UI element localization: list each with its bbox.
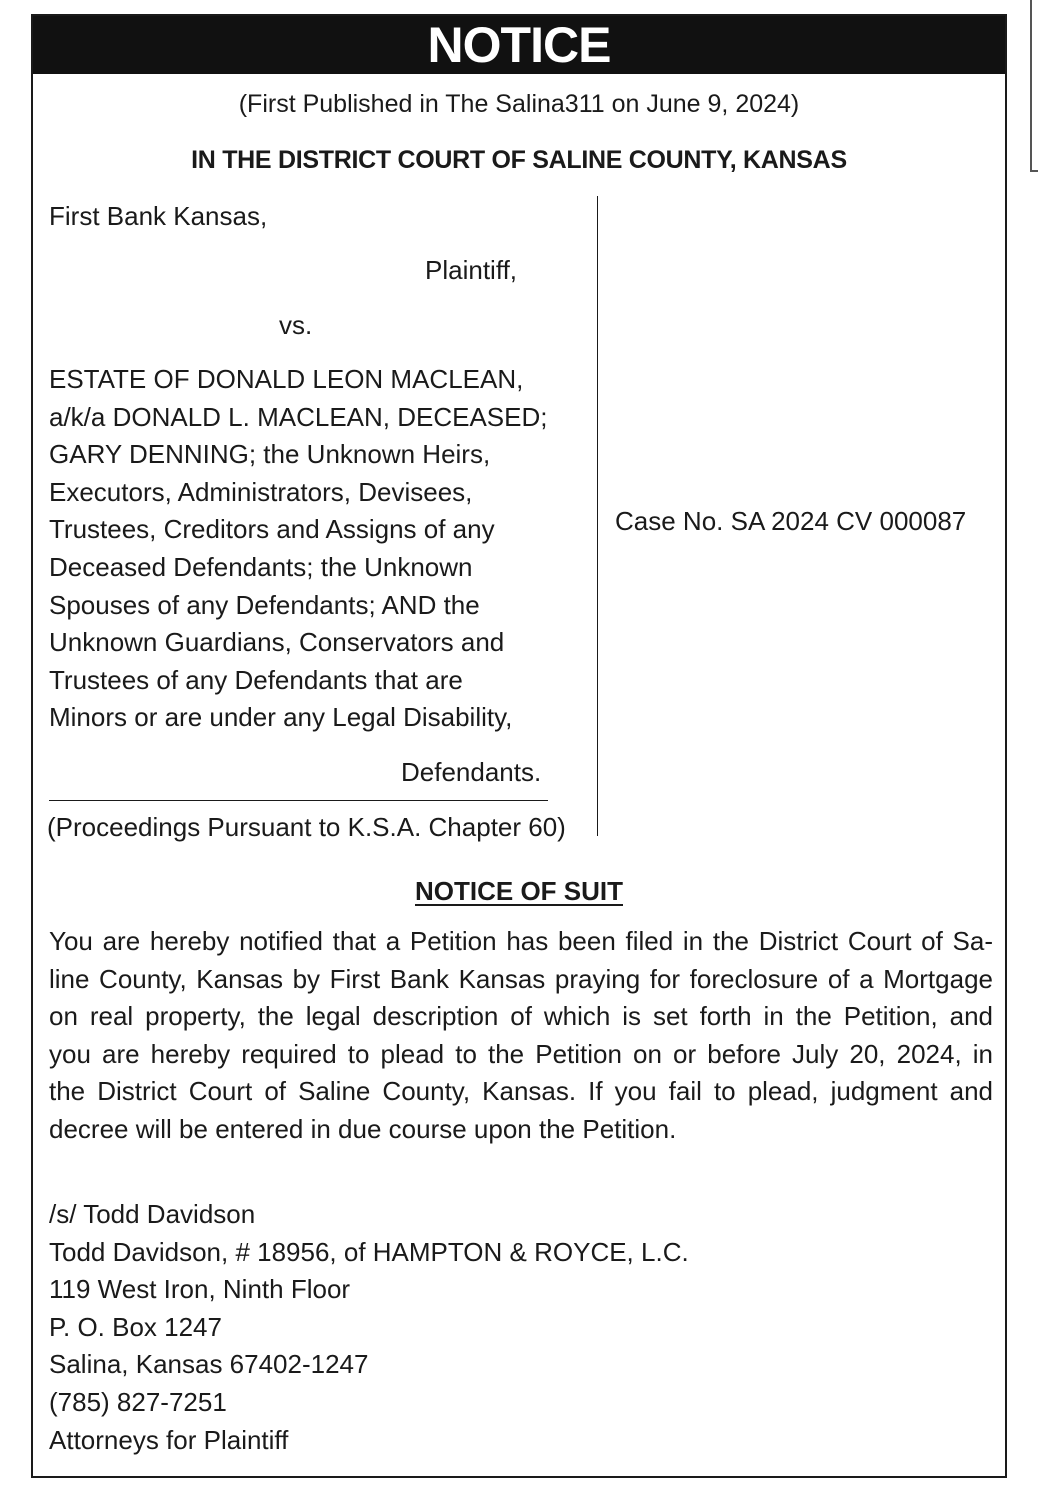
defendant-line: Deceased Defendants; the Unknown	[49, 551, 473, 582]
defendants-list	[49, 361, 569, 737]
defendant-line: ESTATE OF DONALD LEON MACLEAN,	[49, 364, 524, 394]
proceedings-note: (Proceedings Pursuant to K.S.A. Chapter 60)	[47, 812, 566, 842]
body-line: on real property, the legal description of which is set forth in the Petition, and	[49, 1001, 993, 1032]
legal-notice	[31, 14, 1007, 1478]
body-line: the District Court of Saline County, Kansas. If you fail to plead, judgment and	[49, 1076, 993, 1107]
caption-divider-rule	[49, 800, 548, 801]
defendant-line: Spouses of any Defendants; AND the	[49, 589, 480, 620]
notice-of-suit-body	[49, 923, 993, 1149]
notice-of-suit-heading-text: NOTICE OF SUIT	[415, 876, 623, 906]
notice-of-suit-heading	[33, 873, 1005, 909]
adjacent-column-border	[1030, 0, 1038, 172]
plaintiff-name: First Bank Kansas,	[49, 201, 268, 231]
city-line: Salina, Kansas 67402-1247	[49, 1349, 369, 1380]
defendant-line: Trustees of any Defendants that are	[49, 664, 463, 695]
court-heading: IN THE DISTRICT COURT OF SALINE COUNTY, KANSAS	[191, 146, 847, 174]
versus-label: vs.	[279, 310, 313, 340]
defendant-line: Executors, Administrators, Devisees,	[49, 476, 473, 507]
defendant-line: Minors or are under any Legal Disability,	[49, 702, 513, 733]
body-line: line County, Kansas by First Bank Kansas praying for foreclosure of a Mortgage	[49, 963, 993, 994]
attorneys-for-line: Attorneys for Plaintiff	[49, 1424, 289, 1455]
po-box-line: P. O. Box 1247	[49, 1311, 222, 1342]
signature-line: /s/ Todd Davidson	[49, 1199, 256, 1229]
defendant-line: Unknown Guardians, Conservators and	[49, 627, 505, 658]
defendant-line: a/k/a DONALD L. MACLEAN, DECEASED;	[49, 401, 548, 432]
phone-line: (785) 827-7251	[49, 1386, 227, 1417]
caption-vertical-divider	[597, 196, 598, 836]
first-published-line: (First Published in The Salina311 on June 9, 2024)	[238, 90, 800, 118]
address-line: 119 West Iron, Ninth Floor	[49, 1274, 351, 1305]
body-line: you are hereby required to plead to the Petition on or before July 20, 2024, in	[49, 1038, 993, 1069]
defendant-line: GARY DENNING; the Unknown Heirs,	[49, 439, 491, 470]
notice-title: NOTICE	[33, 16, 1005, 74]
body-line: You are hereby notified that a Petition has been filed in the District Court of Sa-	[49, 926, 993, 956]
signature-block	[49, 1196, 689, 1459]
body-line: decree will be entered in due course upon the Petition.	[49, 1113, 677, 1144]
defendant-line: Trustees, Creditors and Assigns of any	[49, 514, 495, 545]
attorney-name-line: Todd Davidson, # 18956, of HAMPTON & ROYCE, L.C.	[49, 1236, 689, 1267]
defendants-label: Defendants.	[401, 757, 542, 787]
case-number: Case No. SA 2024 CV 000087	[615, 506, 967, 536]
plaintiff-label: Plaintiff,	[425, 255, 518, 285]
